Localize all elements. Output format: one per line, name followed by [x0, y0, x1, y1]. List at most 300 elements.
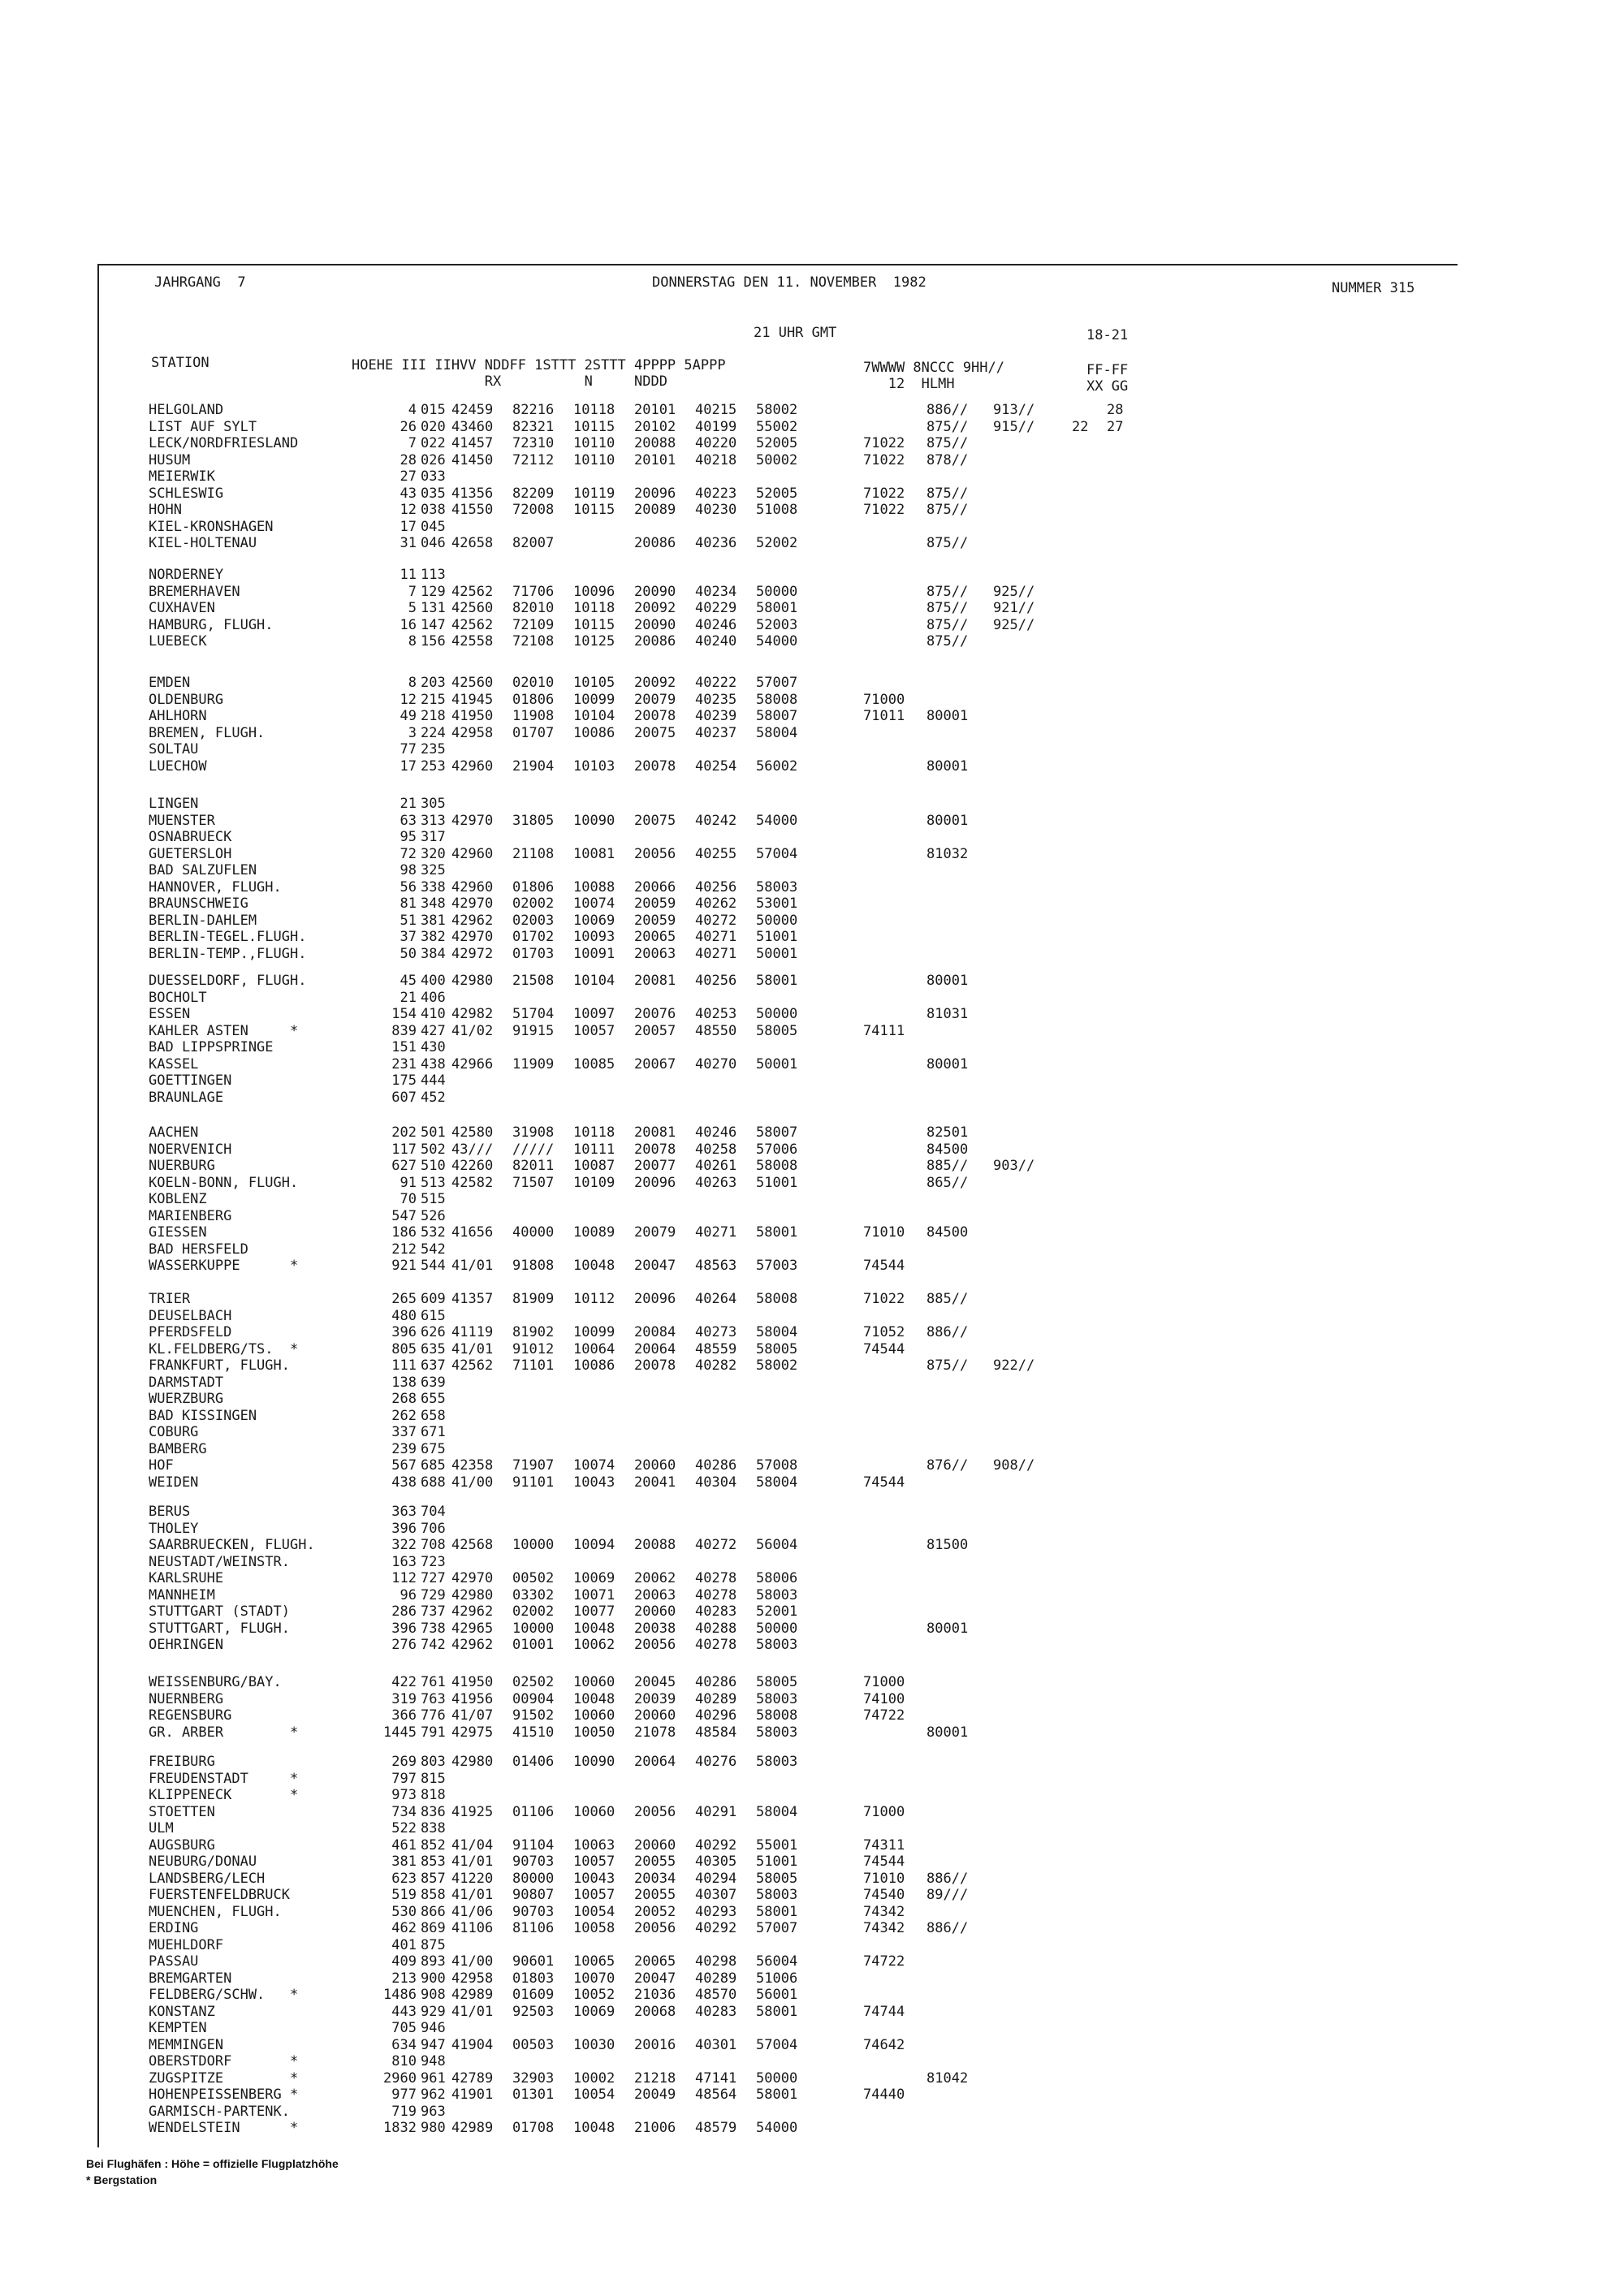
- pressure-cell: 40237: [695, 724, 737, 741]
- temp1-cell: 10094: [573, 1537, 615, 1553]
- station-name-cell: BAD KISSINGEN: [149, 1407, 257, 1424]
- temp2-cell: 20101: [634, 402, 676, 418]
- wind-ff-cell: 22: [1072, 418, 1089, 435]
- temp2-cell: 20056: [634, 845, 676, 862]
- altitude-cell: 366: [391, 1707, 417, 1724]
- table-row: [149, 600, 1415, 617]
- table-row: [149, 2004, 1415, 2021]
- altitude-cell: 175: [391, 1072, 417, 1089]
- altitude-cell: 276: [391, 1637, 417, 1653]
- temp1-cell: 10119: [573, 485, 615, 502]
- weather-cell: 71022: [863, 1291, 905, 1307]
- nddff-cell: 11908: [512, 708, 555, 724]
- altitude-cell: 461: [391, 1836, 417, 1854]
- pressure-cell: 40258: [695, 1141, 737, 1158]
- altitude-cell: 265: [391, 1291, 417, 1307]
- station-name-cell: BOCHOLT: [149, 989, 207, 1006]
- altitude-cell: 91: [400, 1174, 417, 1191]
- altitude-cell: 547: [391, 1207, 417, 1224]
- pressure-cell: 40292: [695, 1920, 737, 1936]
- temp1-cell: 10088: [573, 878, 615, 896]
- station-name-cell: BREMERHAVEN: [149, 583, 240, 600]
- table-row: [149, 1587, 1415, 1604]
- station-id-cell: 776: [421, 1707, 446, 1724]
- pressure-cell: 40278: [695, 1637, 737, 1653]
- temp1-cell: 10110: [573, 435, 615, 451]
- iihvv-cell: 42980: [451, 973, 494, 989]
- station-id-cell: 215: [421, 691, 446, 708]
- station-id-cell: 729: [421, 1586, 446, 1603]
- table-row: [149, 1424, 1415, 1441]
- station-name-cell: WEISSENBURG/BAY.: [149, 1674, 282, 1690]
- altitude-cell: 810: [391, 2053, 417, 2069]
- tendency-cell: 55002: [756, 418, 798, 435]
- temp2-cell: 20062: [634, 1570, 676, 1586]
- station-name-cell: NEUBURG/DONAU: [149, 1854, 257, 1870]
- station-name-cell: KONSTANZ: [149, 2003, 215, 2020]
- weather-cell: 74311: [863, 1836, 905, 1854]
- temp2-cell: 20064: [634, 1754, 676, 1770]
- pressure-cell: 40262: [695, 896, 737, 912]
- tendency-cell: 50000: [756, 583, 798, 600]
- clouds-cell: 886//: [926, 1870, 969, 1887]
- clouds-cell: 81032: [926, 845, 969, 862]
- pressure-cell: 47141: [695, 2069, 737, 2087]
- station-name-cell: STOETTEN: [149, 1803, 215, 1820]
- station-id-cell: 685: [421, 1457, 446, 1474]
- station-name-cell: FUERSTENFELDBRUCK: [149, 1887, 290, 1903]
- tendency-cell: 50001: [756, 1055, 798, 1072]
- station-id-cell: 893: [421, 1953, 446, 1970]
- station-name-cell: OSNABRUECK: [149, 829, 232, 845]
- height-cell: 908//: [993, 1457, 1035, 1474]
- station-name-cell: LUECHOW: [149, 757, 207, 775]
- nddff-cell: 72008: [512, 502, 555, 518]
- station-id-cell: 452: [421, 1089, 446, 1106]
- temp1-cell: 10048: [573, 1620, 615, 1637]
- pressure-cell: 40293: [695, 1903, 737, 1920]
- table-row: [149, 567, 1415, 584]
- table-row: [149, 829, 1415, 846]
- table-row: [149, 1637, 1415, 1654]
- table-row: [149, 468, 1415, 486]
- station-name-cell: NORDERNEY: [149, 567, 224, 583]
- iihvv-cell: 41/01: [451, 1258, 494, 1274]
- station-id-cell: 675: [421, 1440, 446, 1457]
- temp2-cell: 20039: [634, 1690, 676, 1707]
- station-name-cell: HOHENPEISSENBERG *: [149, 2087, 299, 2103]
- station-id-cell: 513: [421, 1174, 446, 1191]
- clouds-cell: 80001: [926, 708, 969, 724]
- pressure-cell: 40264: [695, 1291, 737, 1307]
- altitude-cell: 98: [400, 862, 417, 878]
- station-id-cell: 961: [421, 2069, 446, 2087]
- wind-gg-cell: 27: [1107, 418, 1124, 435]
- station-id-cell: 026: [421, 451, 446, 468]
- station-id-cell: 317: [421, 829, 446, 845]
- table-row: [149, 1724, 1415, 1741]
- table-row: [149, 946, 1415, 963]
- temp1-cell: 10105: [573, 675, 615, 691]
- temp1-cell: 10115: [573, 502, 615, 518]
- temp2-cell: 20063: [634, 1586, 676, 1603]
- clouds-cell: 875//: [926, 1357, 969, 1374]
- table-row: [149, 973, 1415, 990]
- tendency-cell: 58001: [756, 2087, 798, 2103]
- height-cell: 921//: [993, 600, 1035, 616]
- tendency-cell: 58001: [756, 1903, 798, 1920]
- altitude-cell: 239: [391, 1440, 417, 1457]
- weather-cell: 74544: [863, 1340, 905, 1357]
- temp1-cell: 10069: [573, 912, 615, 929]
- clouds-cell: 885//: [926, 1158, 969, 1174]
- temp2-cell: 20078: [634, 1141, 676, 1158]
- nddff-cell: 90703: [512, 1854, 555, 1870]
- nddff-cell: 90703: [512, 1903, 555, 1920]
- altitude-cell: 705: [391, 2020, 417, 2036]
- station-name-cell: KARLSRUHE: [149, 1570, 224, 1586]
- period-label: 18-21: [1086, 327, 1129, 343]
- tendency-cell: 58004: [756, 1474, 798, 1491]
- nddff-cell: 72109: [512, 616, 555, 633]
- station-name-cell: BAD LIPPSPRINGE: [149, 1039, 274, 1055]
- nddff-cell: 81909: [512, 1291, 555, 1307]
- nddff-cell: 02502: [512, 1674, 555, 1690]
- station-id-cell: 836: [421, 1803, 446, 1820]
- nddff-cell: 10000: [512, 1537, 555, 1553]
- altitude-cell: 7: [408, 435, 417, 451]
- temp2-cell: 20055: [634, 1854, 676, 1870]
- station-id-cell: 129: [421, 583, 446, 600]
- temp2-cell: 20045: [634, 1674, 676, 1690]
- table-row: [149, 1408, 1415, 1425]
- station-id-cell: 015: [421, 402, 446, 418]
- iihvv-cell: 42960: [451, 757, 494, 775]
- altitude-cell: 401: [391, 1936, 417, 1953]
- station-id-cell: 738: [421, 1620, 446, 1637]
- table-row: [149, 1457, 1415, 1474]
- pressure-cell: 40256: [695, 878, 737, 896]
- station-id-cell: 313: [421, 812, 446, 829]
- iihvv-cell: 42962: [451, 912, 494, 929]
- station-id-cell: 444: [421, 1072, 446, 1089]
- temp1-cell: 10048: [573, 1258, 615, 1274]
- table-row: [149, 1771, 1415, 1788]
- temp2-cell: 21078: [634, 1724, 676, 1741]
- station-name-cell: AHLHORN: [149, 708, 207, 724]
- iihvv-cell: 42960: [451, 845, 494, 862]
- nddff-cell: 82209: [512, 485, 555, 502]
- station-id-cell: 655: [421, 1391, 446, 1407]
- tendency-cell: 58008: [756, 1707, 798, 1724]
- pressure-cell: 48584: [695, 1724, 737, 1741]
- station-id-cell: 635: [421, 1340, 446, 1357]
- table-row: [149, 725, 1415, 742]
- temp2-cell: 20089: [634, 502, 676, 518]
- altitude-cell: 319: [391, 1690, 417, 1707]
- station-name-cell: MEMMINGEN: [149, 2036, 224, 2053]
- temp2-cell: 20067: [634, 1055, 676, 1072]
- altitude-cell: 70: [400, 1191, 417, 1207]
- station-name-cell: MUENCHEN, FLUGH.: [149, 1903, 282, 1920]
- pressure-cell: 40283: [695, 1603, 737, 1620]
- pressure-cell: 40301: [695, 2036, 737, 2053]
- weather-cell: 71011: [863, 708, 905, 724]
- iihvv-cell: 42972: [451, 945, 494, 962]
- temp2-cell: 20090: [634, 583, 676, 600]
- station-name-cell: FREIBURG: [149, 1754, 215, 1770]
- tendency-cell: 56002: [756, 757, 798, 775]
- altitude-cell: 28: [400, 451, 417, 468]
- column-header-wind2: XX GG: [1086, 378, 1129, 395]
- temp1-cell: 10048: [573, 1690, 615, 1707]
- temp1-cell: 10054: [573, 1903, 615, 1920]
- tendency-cell: 56004: [756, 1537, 798, 1553]
- station-id-cell: 671: [421, 1424, 446, 1440]
- station-name-cell: KIEL-HOLTENAU: [149, 535, 257, 551]
- altitude-cell: 839: [391, 1022, 417, 1039]
- table-row: [149, 584, 1415, 601]
- station-id-cell: 742: [421, 1637, 446, 1653]
- temp2-cell: 20101: [634, 451, 676, 468]
- clouds-cell: 80001: [926, 1055, 969, 1072]
- station-name-cell: KOBLENZ: [149, 1191, 207, 1207]
- iihvv-cell: 42970: [451, 896, 494, 912]
- weather-cell: 74544: [863, 1854, 905, 1870]
- nddff-cell: 02010: [512, 675, 555, 691]
- station-group: [149, 1754, 1415, 2137]
- temp2-cell: 21006: [634, 2120, 676, 2136]
- pressure-cell: 40271: [695, 1224, 737, 1241]
- station-group: [149, 402, 1415, 552]
- altitude-cell: 1486: [383, 1987, 417, 2003]
- pressure-cell: 40254: [695, 757, 737, 775]
- weather-cell: 74722: [863, 1953, 905, 1970]
- temp1-cell: 10050: [573, 1724, 615, 1741]
- temp1-cell: 10103: [573, 757, 615, 775]
- station-name-cell: BERLIN-TEGEL.FLUGH.: [149, 929, 307, 945]
- altitude-cell: 138: [391, 1374, 417, 1391]
- temp1-cell: 10064: [573, 1340, 615, 1357]
- temp1-cell: 10069: [573, 1570, 615, 1586]
- clouds-cell: 81031: [926, 1006, 969, 1022]
- weather-cell: 71010: [863, 1224, 905, 1241]
- station-id-cell: 305: [421, 796, 446, 812]
- temp1-cell: 10086: [573, 1357, 615, 1374]
- table-row: [149, 1937, 1415, 1954]
- tendency-cell: 58007: [756, 1124, 798, 1141]
- iihvv-cell: 41/07: [451, 1707, 494, 1724]
- temp1-cell: 10052: [573, 1987, 615, 2003]
- station-name-cell: LANDSBERG/LECH: [149, 1870, 266, 1887]
- iihvv-cell: 41/01: [451, 1854, 494, 1870]
- station-name-cell: KLIPPENECK *: [149, 1787, 299, 1803]
- station-id-cell: 224: [421, 724, 446, 741]
- table-row: [149, 1241, 1415, 1258]
- nddff-cell: 40000: [512, 1224, 555, 1241]
- table-row: [149, 1920, 1415, 1937]
- temp2-cell: 20092: [634, 675, 676, 691]
- pressure-cell: 40283: [695, 2003, 737, 2020]
- altitude-cell: 112: [391, 1570, 417, 1586]
- clouds-cell: 886//: [926, 1324, 969, 1340]
- nddff-cell: 71706: [512, 583, 555, 600]
- iihvv-cell: 41106: [451, 1920, 494, 1936]
- nddff-cell: 72310: [512, 435, 555, 451]
- station-id-cell: 818: [421, 1787, 446, 1803]
- tendency-cell: 52005: [756, 435, 798, 451]
- temp2-cell: 20034: [634, 1870, 676, 1887]
- table-row: [149, 1854, 1415, 1871]
- table-row: [149, 1837, 1415, 1854]
- tendency-cell: 58005: [756, 1674, 798, 1690]
- iihvv-cell: 43///: [451, 1141, 494, 1158]
- station-name-cell: ULM: [149, 1820, 174, 1836]
- table-row: [149, 1175, 1415, 1192]
- nddff-cell: 80000: [512, 1870, 555, 1887]
- temp2-cell: 20059: [634, 896, 676, 912]
- issue-number: NUMMER 315: [1332, 280, 1415, 296]
- tendency-cell: 50001: [756, 945, 798, 962]
- clouds-cell: 875//: [926, 616, 969, 633]
- altitude-cell: 45: [400, 973, 417, 989]
- table-row: [149, 879, 1415, 896]
- tendency-cell: 58003: [756, 1887, 798, 1903]
- iihvv-cell: 42459: [451, 402, 494, 418]
- altitude-cell: 8: [408, 633, 417, 650]
- iihvv-cell: 41904: [451, 2036, 494, 2053]
- temp1-cell: 10125: [573, 633, 615, 650]
- pressure-cell: 40199: [695, 418, 737, 435]
- iihvv-cell: 42580: [451, 1124, 494, 1141]
- pressure-cell: 40222: [695, 675, 737, 691]
- temp2-cell: 20056: [634, 1803, 676, 1820]
- table-row: [149, 1474, 1415, 1491]
- altitude-cell: 151: [391, 1039, 417, 1055]
- altitude-cell: 21: [400, 796, 417, 812]
- station-id-cell: 046: [421, 535, 446, 551]
- station-group: [149, 796, 1415, 962]
- pressure-cell: 40282: [695, 1357, 737, 1374]
- station-name-cell: TRIER: [149, 1291, 191, 1307]
- nddff-cell: 71507: [512, 1174, 555, 1191]
- iihvv-cell: 41945: [451, 691, 494, 708]
- altitude-cell: 16: [400, 616, 417, 633]
- temp2-cell: 20016: [634, 2036, 676, 2053]
- pressure-cell: 40263: [695, 1174, 737, 1191]
- clouds-cell: 81042: [926, 2069, 969, 2087]
- table-row: [149, 1953, 1415, 1970]
- pressure-cell: 40270: [695, 1055, 737, 1072]
- iihvv-cell: 42560: [451, 600, 494, 616]
- table-row: [149, 796, 1415, 813]
- altitude-cell: 56: [400, 878, 417, 896]
- tendency-cell: 58001: [756, 600, 798, 616]
- temp2-cell: 20060: [634, 1457, 676, 1474]
- station-name-cell: FRANKFURT, FLUGH.: [149, 1357, 290, 1374]
- pressure-cell: 48570: [695, 1987, 737, 2003]
- temp1-cell: 10118: [573, 1124, 615, 1141]
- altitude-cell: 567: [391, 1457, 417, 1474]
- height-cell: 903//: [993, 1158, 1035, 1174]
- station-id-cell: 962: [421, 2087, 446, 2103]
- station-name-cell: HAMBURG, FLUGH.: [149, 616, 274, 633]
- clouds-cell: 84500: [926, 1224, 969, 1241]
- station-name-cell: KIEL-KRONSHAGEN: [149, 518, 274, 535]
- station-name-cell: DUESSELDORF, FLUGH.: [149, 973, 307, 989]
- station-name-cell: GARMISCH-PARTENK.: [149, 2103, 290, 2120]
- altitude-cell: 96: [400, 1586, 417, 1603]
- altitude-cell: 286: [391, 1603, 417, 1620]
- temp2-cell: 20068: [634, 2003, 676, 2020]
- altitude-cell: 5: [408, 600, 417, 616]
- nddff-cell: 01301: [512, 2087, 555, 2103]
- nddff-cell: 82321: [512, 418, 555, 435]
- nddff-cell: 00904: [512, 1690, 555, 1707]
- nddff-cell: 01708: [512, 2120, 555, 2136]
- altitude-cell: 381: [391, 1854, 417, 1870]
- clouds-cell: 80001: [926, 812, 969, 829]
- iihvv-cell: 42560: [451, 675, 494, 691]
- pressure-cell: 40234: [695, 583, 737, 600]
- tendency-cell: 58003: [756, 1754, 798, 1770]
- nddff-cell: 00502: [512, 1570, 555, 1586]
- temp1-cell: 10111: [573, 1141, 615, 1158]
- table-row: [149, 758, 1415, 775]
- nddff-cell: 81902: [512, 1324, 555, 1340]
- temp2-cell: 21218: [634, 2069, 676, 2087]
- tendency-cell: 51008: [756, 502, 798, 518]
- nddff-cell: 91104: [512, 1836, 555, 1854]
- temp1-cell: 10071: [573, 1586, 615, 1603]
- altitude-cell: 117: [391, 1141, 417, 1158]
- pressure-cell: 40272: [695, 1537, 737, 1553]
- clouds-cell: 875//: [926, 418, 969, 435]
- tendency-cell: 57007: [756, 675, 798, 691]
- pressure-cell: 40261: [695, 1158, 737, 1174]
- station-id-cell: 948: [421, 2053, 446, 2069]
- weather-cell: 74744: [863, 2003, 905, 2020]
- weather-cell: 71022: [863, 435, 905, 451]
- temp2-cell: 20092: [634, 600, 676, 616]
- weather-cell: 71022: [863, 451, 905, 468]
- temp2-cell: 20060: [634, 1603, 676, 1620]
- tendency-cell: 50000: [756, 1006, 798, 1022]
- clouds-cell: 80001: [926, 757, 969, 775]
- station-id-cell: 410: [421, 1006, 446, 1022]
- temp2-cell: 21036: [634, 1987, 676, 2003]
- tendency-cell: 57003: [756, 1258, 798, 1274]
- footer-note-mountain: * Bergstation: [86, 2173, 158, 2186]
- clouds-cell: 865//: [926, 1174, 969, 1191]
- iihvv-cell: 41/01: [451, 1340, 494, 1357]
- altitude-cell: 797: [391, 1770, 417, 1787]
- weather-cell: 71000: [863, 1803, 905, 1820]
- station-id-cell: 320: [421, 845, 446, 862]
- station-name-cell: MUENSTER: [149, 812, 215, 829]
- nddff-cell: 01707: [512, 724, 555, 741]
- temp1-cell: 10081: [573, 845, 615, 862]
- pressure-cell: 40273: [695, 1324, 737, 1340]
- nddff-cell: 01406: [512, 1754, 555, 1770]
- table-row: [149, 1537, 1415, 1554]
- height-cell: 913//: [993, 402, 1035, 418]
- altitude-cell: 438: [391, 1474, 417, 1491]
- table-row: [149, 1341, 1415, 1358]
- nddff-cell: 21904: [512, 757, 555, 775]
- station-name-cell: LIST AUF SYLT: [149, 418, 257, 435]
- station-id-cell: 430: [421, 1039, 446, 1055]
